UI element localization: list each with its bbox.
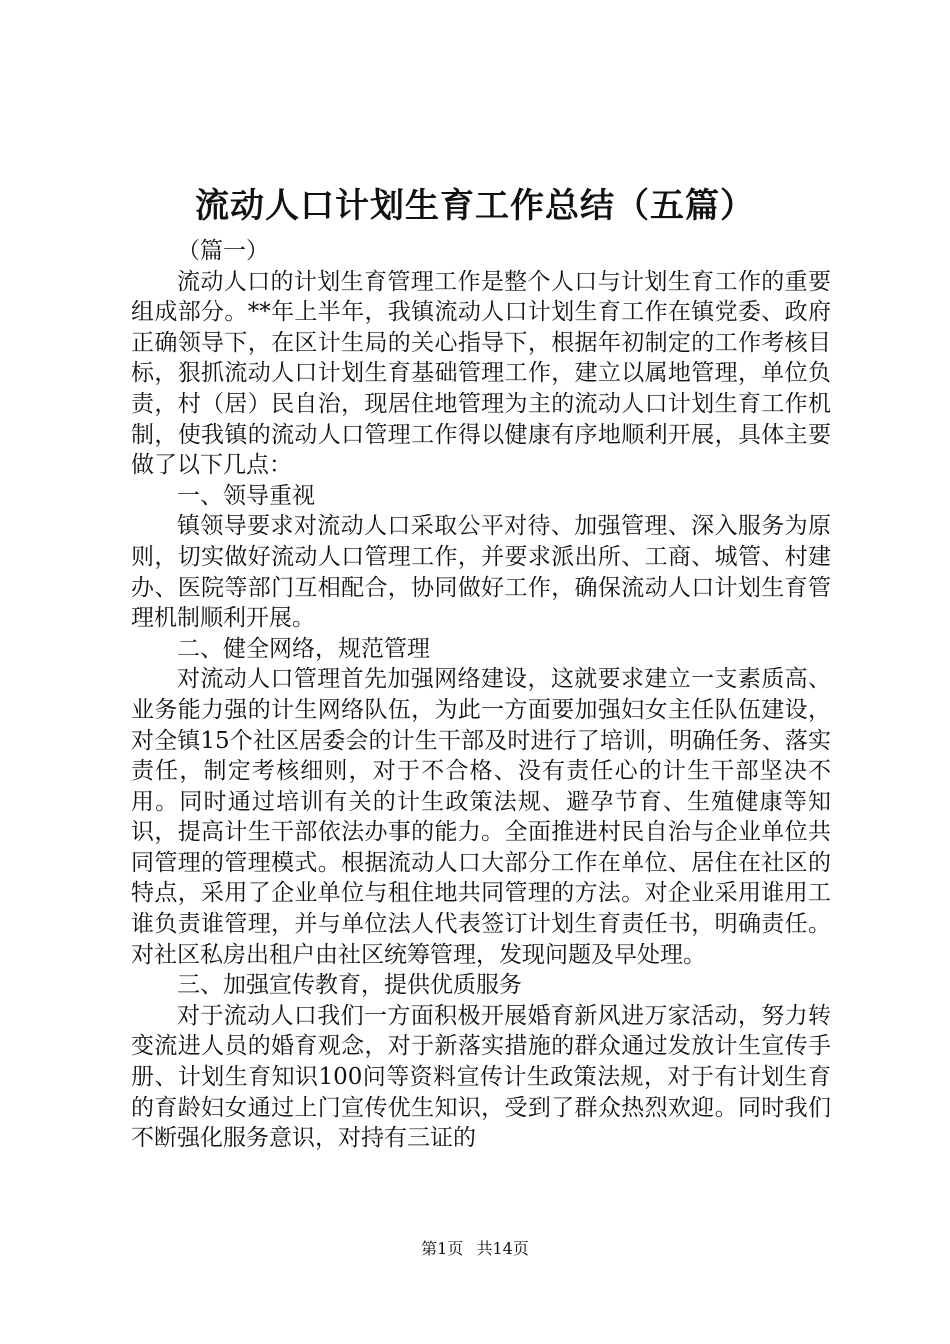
document-title: 流动人口计划生育工作总结（五篇） <box>195 186 755 226</box>
body-paragraph: 对流动人口管理首先加强网络建设，这就要求建立一支素质高、业务能力强的计生网络队伍，为此一方面要加强妇女主任队伍建设，对全镇15个社区居委会的计生干部及时进行了培训，明确任务、落实责任，制定考核细则，对于不合格、没有责任心的计生干部坚决不用。同时通过培训有关的计生政策法规、避孕节育、生殖健康等知识，提高计生干部依法办事的能力。全面推进村民自治与企业单位共同管理的管理模式。根据流动人口大部分工作在单位、居住在社区的特点，采用了企业单位与租住地共同管理的方法。对企业采用谁用工谁负责谁管理，并与单位法人代表签订计划生育责任书，明确责任。对社区私房出租户由社区统筹管理，发现问题及早处理。 <box>131 666 831 968</box>
section-subhead: 一、领导重视 <box>177 482 315 509</box>
document-body <box>131 236 831 1154</box>
section-subhead: 三、加强宣传教育，提供优质服务 <box>177 972 522 999</box>
section-subhead: （篇一） <box>177 238 269 264</box>
page-footer <box>0 1238 950 1260</box>
page-total: 共14页 <box>476 1239 529 1258</box>
body-paragraph: 镇领导要求对流动人口采取公平对待、加强管理、深入服务为原则，切实做好流动人口管理工作，并要求派出所、工商、城管、村建办、医院等部门互相配合，协同做好工作，确保流动人口计划生育管理机制顺利开展。 <box>131 513 831 632</box>
section-subhead: 二、健全网络，规范管理 <box>177 635 430 662</box>
page-number: 第1页 <box>421 1239 464 1258</box>
body-paragraph: 流动人口的计划生育管理工作是整个人口与计划生育工作的重要组成部分。**年上半年，我镇流动人口计划生育工作在镇党委、政府正确领导下，在区计生局的关心指导下，根据年初制定的工作考核目标，狠抓流动人口计划生育基础管理工作，建立以属地管理，单位负责，村（居）民自治，现居住地管理为主的流动人口计划生育工作机制，使我镇的流动人口管理工作得以健康有序地顺利开展，具体主要做了以下几点： <box>131 268 831 479</box>
body-paragraph: 对于流动人口我们一方面积极开展婚育新风进万家活动，努力转变流进人员的婚育观念，对于新落实措施的群众通过发放计生宣传手册、计划生育知识100问等资料宣传计生政策法规，对于有计划生育的育龄妇女通过上门宣传优生知识，受到了群众热烈欢迎。同时我们不断强化服务意识，对持有三证的 <box>131 1002 831 1152</box>
